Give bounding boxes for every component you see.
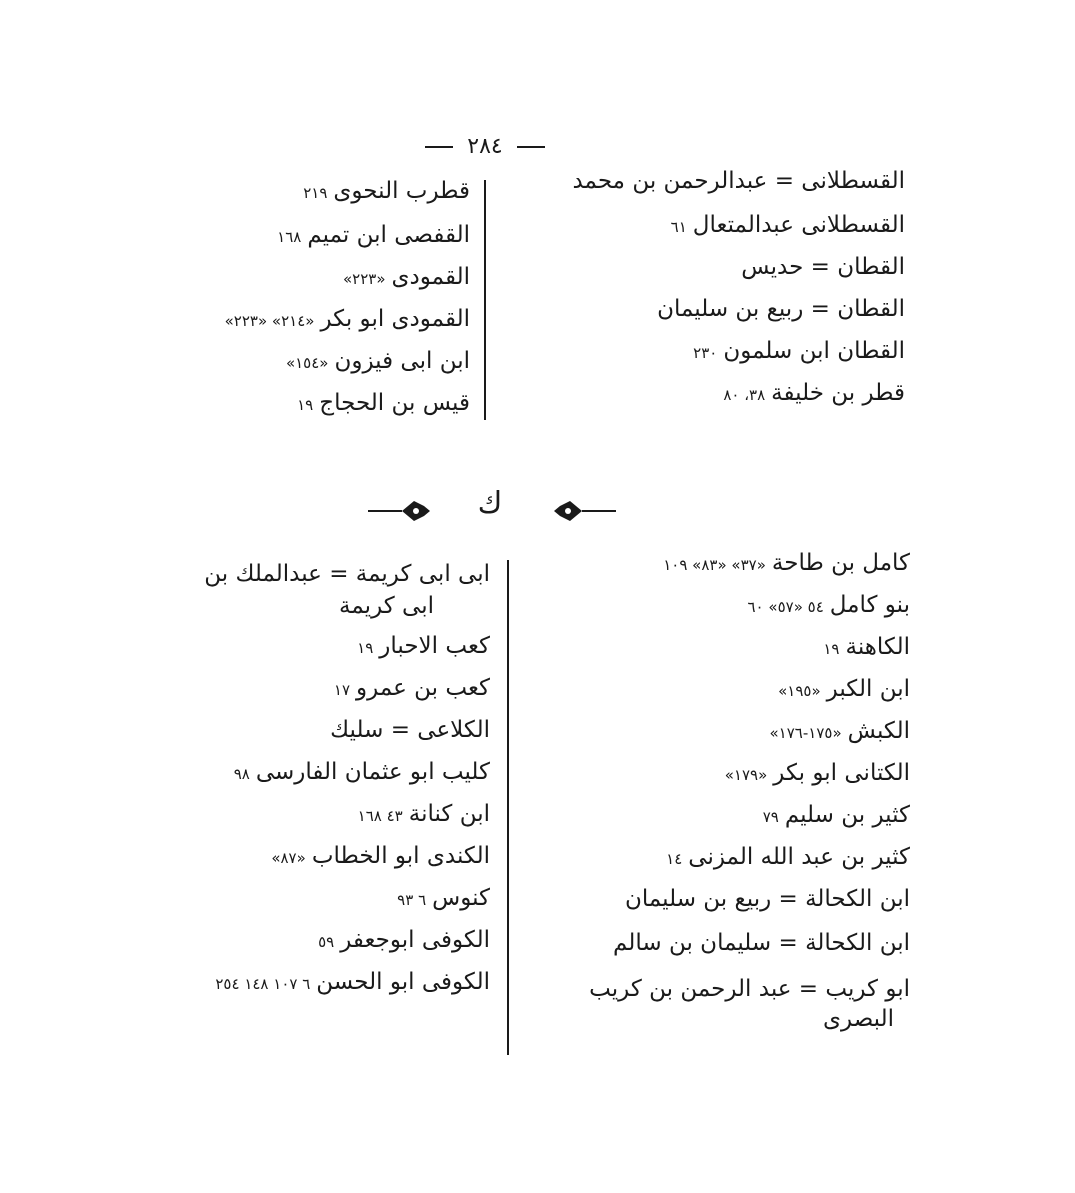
section-letter: ك (477, 486, 503, 521)
right-ornament-icon (552, 498, 618, 524)
index-entry: القسطلانى عبدالمتعال٦١ (670, 212, 905, 238)
index-entry: ابن الكحالة = سليمان بن سالم (613, 930, 910, 956)
index-entry: الكاهنة١٩ (823, 634, 910, 660)
index-entry: كثير بن سليم٧٩ (762, 802, 910, 828)
index-entry: قيس بن الحجاج١٩ (297, 390, 470, 416)
index-entry: الكبش«١٧٥-١٧٦» (769, 718, 910, 744)
index-entry: كليب ابو عثمان الفارسى٩٨ (233, 759, 490, 785)
left-ornament-icon (366, 498, 432, 524)
index-entry: البصرى (823, 1006, 894, 1032)
index-entry: القطان = حديس (741, 254, 905, 280)
index-entry: كنوس٦ ٩٣ (397, 885, 490, 911)
index-entry: كثير بن عبد الله المزنى١٤ (666, 844, 910, 870)
index-entry: كعب الاحبار١٩ (357, 633, 490, 659)
index-entry: ابن ابى فيزون«١٥٤» (285, 348, 470, 374)
kaf-left-column (70, 563, 490, 1013)
index-entry: القفصى ابن تميم١٦٨ (277, 222, 470, 248)
page-number (0, 134, 970, 159)
dash-left (425, 146, 453, 148)
kaf-column-divider (507, 560, 509, 1055)
index-entry: القسطلانى = عبدالرحمن بن محمد (572, 168, 905, 194)
index-entry: الكلاعى = سليك (330, 717, 490, 743)
top-column-divider (484, 180, 486, 420)
index-entry: الكوفى ابوجعفر٥٩ (318, 927, 490, 953)
index-entry: الكندى ابو الخطاب«٨٧» (271, 843, 490, 869)
index-entry: بنو كامل٥٤ «٥٧» ٦٠ (747, 592, 910, 618)
top-right-column (560, 170, 905, 424)
page-number-text: ٢٨٤ (467, 134, 503, 159)
index-entry: الكوفى ابو الحسن٦ ١٠٧ ١٤٨ ٢٥٤ (215, 969, 490, 995)
kaf-right-column (520, 552, 910, 1038)
index-entry: ابن الكبر«١٩٥» (778, 676, 910, 702)
index-entry: كعب بن عمرو١٧ (333, 675, 490, 701)
index-entry: ابو كريب = عبد الرحمن بن كريب (589, 976, 910, 1002)
index-entry: ابى كريمة (339, 593, 434, 619)
section-header (360, 486, 620, 536)
index-entry: ابن كنانة٤٣ ١٦٨ (357, 801, 490, 827)
index-entry: القمودى«٢٢٣» (342, 264, 470, 290)
index-entry: القطان ابن سلمون٢٣٠ (693, 338, 905, 364)
index-entry: كامل بن طاحة«٣٧» «٨٣» ١٠٩ (663, 550, 910, 576)
index-entry: القمودى ابو بكر«٢١٤» «٢٢٣» (224, 306, 470, 332)
index-entry: قطرب النحوى٢١٩ (303, 178, 470, 204)
index-entry: القطان = ربيع بن سليمان (657, 296, 905, 322)
index-entry: ابى ابى كريمة = عبدالملك بن (204, 561, 490, 587)
top-left-column (130, 180, 470, 434)
dash-right (517, 146, 545, 148)
index-entry: قطر بن خليفة٣٨، ٨٠ (723, 380, 905, 406)
index-entry: الكتانى ابو بكر«١٧٩» (724, 760, 910, 786)
index-entry: ابن الكحالة = ربيع بن سليمان (624, 886, 910, 912)
